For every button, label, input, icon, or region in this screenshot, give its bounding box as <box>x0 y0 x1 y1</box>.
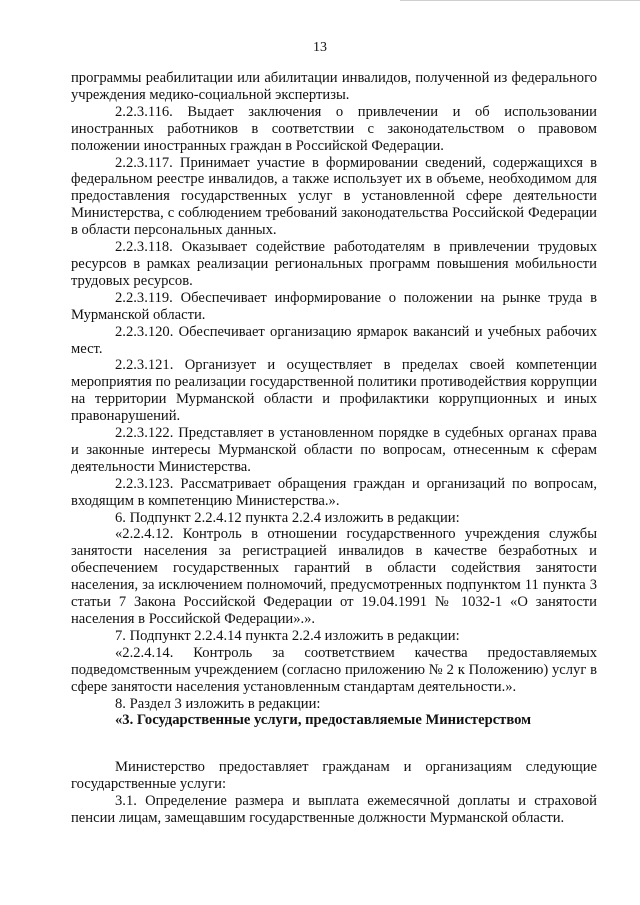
paragraph-2-2-4-14: «2.2.4.14. Контроль за соответствием качества предоставляемых подведомственным учреждением (согласно приложению № 2 к Положению) услуг в сфере занятости населения установленным стандартам деятельности.». <box>71 644 597 695</box>
paragraph-2-2-4-12: «2.2.4.12. Контроль в отношении государственного учреждения службы занятости населения за регистрацией инвалидов в качестве безработных и обеспечением государственных гарантий в области содействия занятости населения, за исключением полномочий, предусмотренных подпунктом 11 пункта 3 статьи 7 Закона Российской Федерации от 19.04.1991 № 1032-1 «О занятости населения в Российской Федерации».». <box>71 526 597 627</box>
top-edge-rule <box>400 0 640 1</box>
page-number: 13 <box>313 40 327 55</box>
paragraph-2-2-3-121: 2.2.3.121. Организует и осуществляет в пределах своей компетенции мероприятия по реализации государственной политики противодействия коррупции на территории Мурманской области и профилактики коррупционных и иных правонарушений. <box>71 357 597 425</box>
paragraph-2-2-3-117: 2.2.3.117. Принимает участие в формировании сведений, содержащихся в федеральном реестре инвалидов, а также использует их в объеме, необходимом для предоставления государственных услуг в установленной сфере деятельности Министерства, с соблюдением требований законодательства Российской Федерации в области персональных данных. <box>71 154 597 239</box>
paragraph-2-2-3-120: 2.2.3.120. Обеспечивает организацию ярмарок вакансий и учебных рабочих мест. <box>71 323 597 357</box>
amendment-item-7: 7. Подпункт 2.2.4.14 пункта 2.2.4 изложить в редакции: <box>115 627 460 644</box>
paragraph-2-2-3-118: 2.2.3.118. Оказывает содействие работодателям в привлечении трудовых ресурсов в рамках реализации региональных программ повышения мобильности трудовых ресурсов. <box>71 239 597 289</box>
paragraph-2-2-3-122: 2.2.3.122. Представляет в установленном порядке в судебных органах права и законные интересы Мурманской области по вопросам, отнесенным к сферам деятельности Министерства. <box>71 425 597 475</box>
section-3-intro: Министерство предоставляет гражданам и организациям следующие государственные услуги: <box>71 759 597 793</box>
amendment-item-8: 8. Раздел 3 изложить в редакции: <box>115 695 321 712</box>
paragraph-3-1: 3.1. Определение размера и выплата ежемесячной доплаты и страховой пенсии лицам, замещавшим государственные должности Мурманской области. <box>71 793 597 827</box>
paragraph-2-2-3-119: 2.2.3.119. Обеспечивает информирование о положении на рынке труда в Мурманской области. <box>71 289 597 323</box>
section-3-heading: «3. Государственные услуги, предоставляемые Министерством <box>115 712 532 729</box>
amendment-item-6: 6. Подпункт 2.2.4.12 пункта 2.2.4 изложить в редакции: <box>115 509 460 526</box>
document-body <box>71 70 597 827</box>
paragraph-2-2-3-116: 2.2.3.116. Выдает заключения о привлечении и об использовании иностранных работников в соответствии с законодательством о правовом положении иностранных граждан в Российской Федерации. <box>71 103 597 154</box>
paragraph-2-2-3-123: 2.2.3.123. Рассматривает обращения граждан и организаций по вопросам, входящим в компетенцию Министерства.». <box>71 475 597 509</box>
paragraph-continuation: программы реабилитации или абилитации инвалидов, полученной из федерального учреждения медико-социальной экспертизы. <box>71 70 597 103</box>
